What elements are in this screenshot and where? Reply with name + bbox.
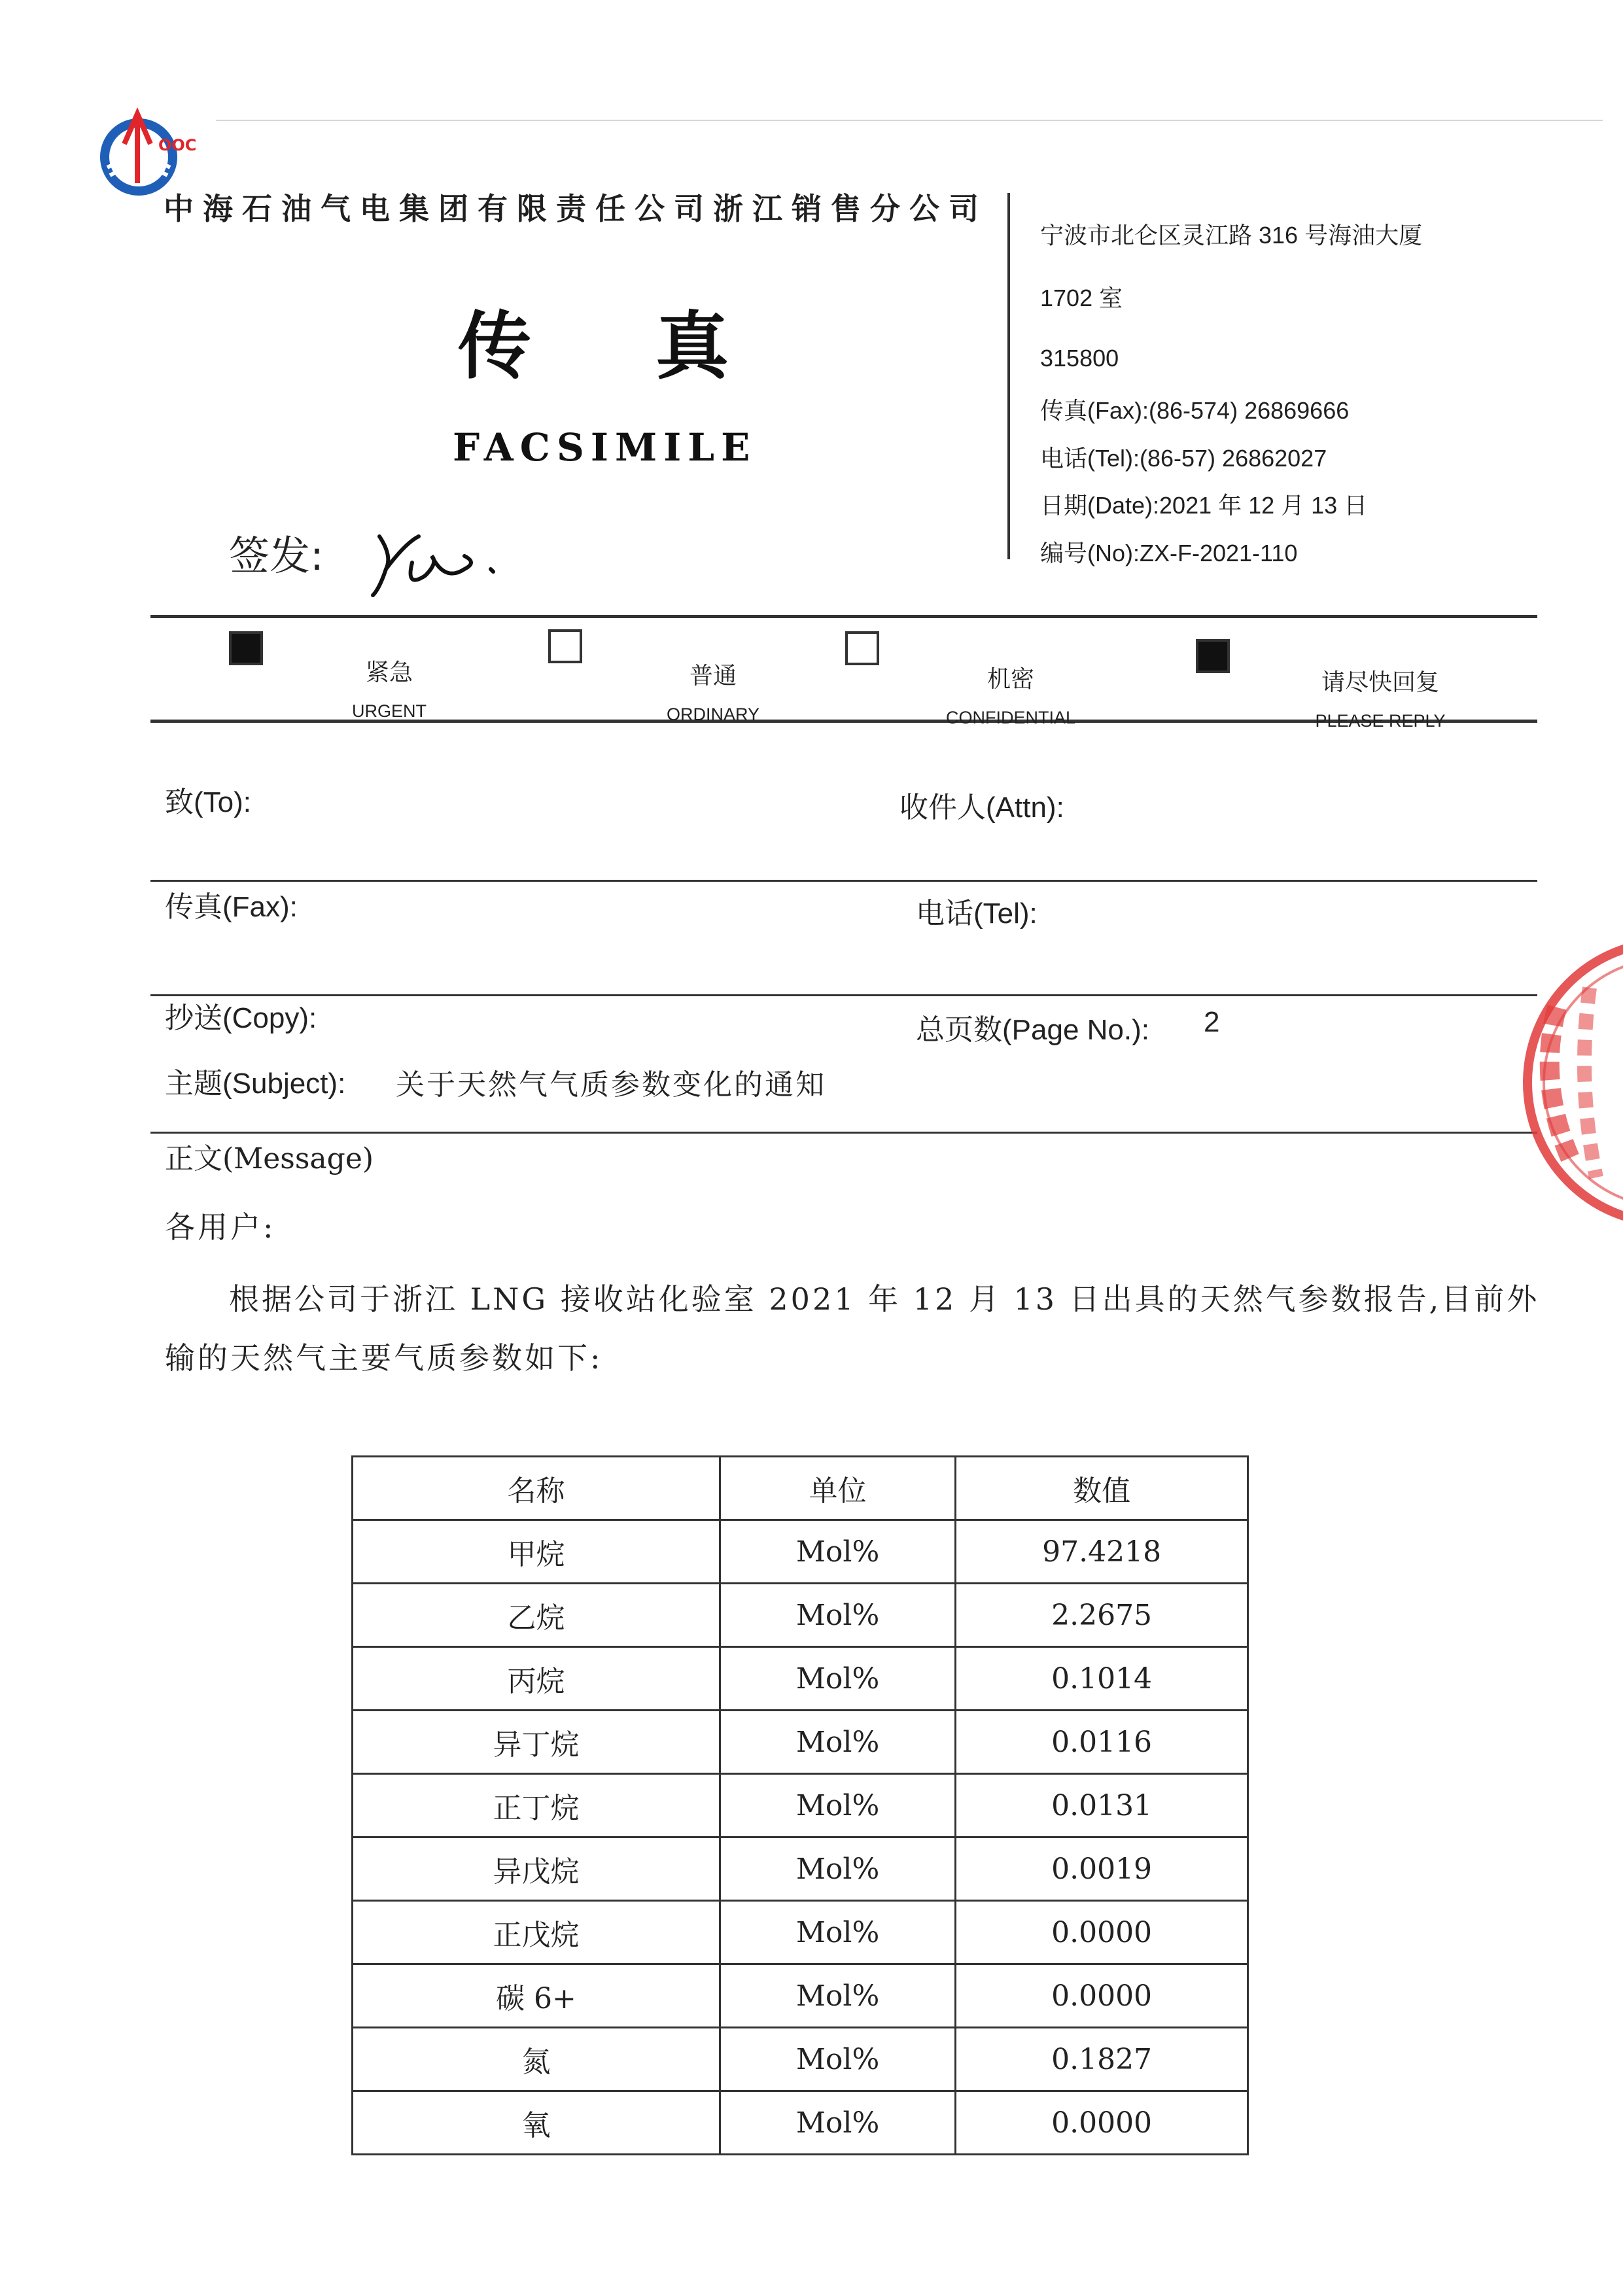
table-cell-unit: Mol% bbox=[720, 1901, 955, 1964]
scan-artifact-line bbox=[216, 120, 1603, 121]
company-seal-icon bbox=[1498, 929, 1623, 1236]
category-please-reply-en: PLEASE REPLY bbox=[1315, 711, 1446, 731]
subject-value: 关于天然气气质参数变化的通知 bbox=[396, 1068, 826, 1102]
sender-tel: 电话(Tel):(86-57) 26862027 bbox=[1040, 445, 1327, 472]
fax-title-en: FACSIMILE bbox=[453, 425, 757, 470]
table-row bbox=[353, 2091, 1248, 2155]
table-row bbox=[353, 1964, 1248, 2028]
fax-title-cn: 传真 bbox=[458, 304, 853, 389]
company-name: 中海石油气电集团有限责任公司浙江销售分公司 bbox=[164, 191, 988, 226]
subject-label: 主题(Subject): bbox=[165, 1068, 346, 1100]
copy-field[interactable]: 抄送(Copy): bbox=[165, 1002, 317, 1034]
to-field[interactable]: 致(To): bbox=[165, 786, 251, 818]
table-cell-name: 异戊烷 bbox=[353, 1837, 720, 1901]
table-row bbox=[353, 1774, 1248, 1837]
field-rule-1 bbox=[150, 880, 1537, 882]
table-row bbox=[353, 2028, 1248, 2091]
table-header-row bbox=[353, 1457, 1248, 1520]
category-confidential-en: CONFIDENTIAL bbox=[945, 708, 1076, 727]
table-cell-unit: Mol% bbox=[720, 1584, 955, 1647]
table-row bbox=[353, 1647, 1248, 1711]
table-cell-value: 0.0000 bbox=[956, 1901, 1248, 1964]
sign-label: 签发: bbox=[229, 532, 324, 580]
category-ordinary-cn: 普通 bbox=[689, 663, 737, 689]
category-top-rule bbox=[150, 615, 1537, 618]
fax-field[interactable]: 传真(Fax): bbox=[165, 891, 298, 923]
table-cell-value: 2.2675 bbox=[956, 1584, 1248, 1647]
table-cell-unit: Mol% bbox=[720, 2091, 955, 2155]
attn-field[interactable]: 收件人(Attn): bbox=[899, 791, 1064, 824]
table-cell-unit: Mol% bbox=[720, 1520, 955, 1584]
sender-fax: 传真(Fax):(86-574) 26869666 bbox=[1040, 397, 1350, 424]
gas-parameter-table bbox=[351, 1455, 1249, 2155]
urgent-checkbox[interactable] bbox=[229, 631, 263, 665]
address-line1: 宁波市北仑区灵江路 316 号海油大厦 bbox=[1040, 222, 1423, 249]
table-cell-name: 氧 bbox=[353, 2091, 720, 2155]
table-cell-unit: Mol% bbox=[720, 1837, 955, 1901]
table-header-unit: 单位 bbox=[720, 1457, 955, 1520]
table-cell-unit: Mol% bbox=[720, 1647, 955, 1711]
table-header-name: 名称 bbox=[353, 1457, 720, 1520]
table-row bbox=[353, 1520, 1248, 1584]
table-row bbox=[353, 1711, 1248, 1774]
page-count-label: 总页数(Page No.): bbox=[916, 1014, 1149, 1046]
table-row bbox=[353, 1584, 1248, 1647]
table-cell-name: 正丁烷 bbox=[353, 1774, 720, 1837]
please-reply-checkbox[interactable] bbox=[1196, 639, 1230, 673]
svg-text:OOC: OOC bbox=[158, 136, 197, 154]
table-cell-name: 乙烷 bbox=[353, 1584, 720, 1647]
tel-field[interactable]: 电话(Tel): bbox=[916, 897, 1038, 930]
table-cell-unit: Mol% bbox=[720, 1774, 955, 1837]
table-cell-value: 0.0000 bbox=[956, 2091, 1248, 2155]
table-cell-name: 丙烷 bbox=[353, 1647, 720, 1711]
header-divider bbox=[1007, 193, 1010, 559]
handwritten-signature-icon bbox=[366, 517, 523, 608]
sender-date: 日期(Date):2021 年 12 月 13 日 bbox=[1040, 492, 1368, 519]
category-urgent-cn: 紧急 bbox=[365, 659, 413, 686]
message-paragraph-line1: 根据公司于浙江 LNG 接收站化验室 2021 年 12 月 13 日出具的天然气参数报告,目前外 bbox=[229, 1281, 1540, 1317]
table-cell-unit: Mol% bbox=[720, 1964, 955, 2028]
document-number: 编号(No):ZX-F-2021-110 bbox=[1040, 540, 1298, 566]
table-cell-value: 97.4218 bbox=[956, 1520, 1248, 1584]
address-line2: 1702 室 bbox=[1040, 285, 1123, 311]
field-rule-2 bbox=[150, 994, 1537, 996]
category-urgent-en: URGENT bbox=[352, 701, 427, 721]
table-cell-value: 0.1827 bbox=[956, 2028, 1248, 2091]
category-confidential-cn: 机密 bbox=[986, 666, 1034, 693]
category-please-reply-cn: 请尽快回复 bbox=[1321, 669, 1439, 696]
confidential-checkbox[interactable] bbox=[845, 631, 879, 665]
table-cell-unit: Mol% bbox=[720, 2028, 955, 2091]
table-cell-unit: Mol% bbox=[720, 1711, 955, 1774]
field-rule-3 bbox=[150, 1132, 1537, 1134]
table-cell-value: 0.0019 bbox=[956, 1837, 1248, 1901]
table-cell-value: 0.0116 bbox=[956, 1711, 1248, 1774]
table-cell-value: 0.0000 bbox=[956, 1964, 1248, 2028]
ordinary-checkbox[interactable] bbox=[548, 629, 582, 663]
table-cell-value: 0.1014 bbox=[956, 1647, 1248, 1711]
table-cell-name: 氮 bbox=[353, 2028, 720, 2091]
message-label: 正文(Message) bbox=[165, 1142, 374, 1175]
salutation: 各用户: bbox=[165, 1209, 276, 1245]
category-ordinary-en: ORDINARY bbox=[666, 704, 760, 724]
table-cell-name: 异丁烷 bbox=[353, 1711, 720, 1774]
table-cell-value: 0.0131 bbox=[956, 1774, 1248, 1837]
table-cell-name: 碳 6+ bbox=[353, 1964, 720, 2028]
table-cell-name: 甲烷 bbox=[353, 1520, 720, 1584]
table-cell-name: 正戊烷 bbox=[353, 1901, 720, 1964]
page-count-value: 2 bbox=[1204, 1006, 1220, 1038]
postcode: 315800 bbox=[1040, 345, 1119, 372]
message-paragraph-line2: 输的天然气主要气质参数如下: bbox=[165, 1340, 603, 1376]
table-row bbox=[353, 1901, 1248, 1964]
table-row bbox=[353, 1837, 1248, 1901]
table-header-value: 数值 bbox=[956, 1457, 1248, 1520]
